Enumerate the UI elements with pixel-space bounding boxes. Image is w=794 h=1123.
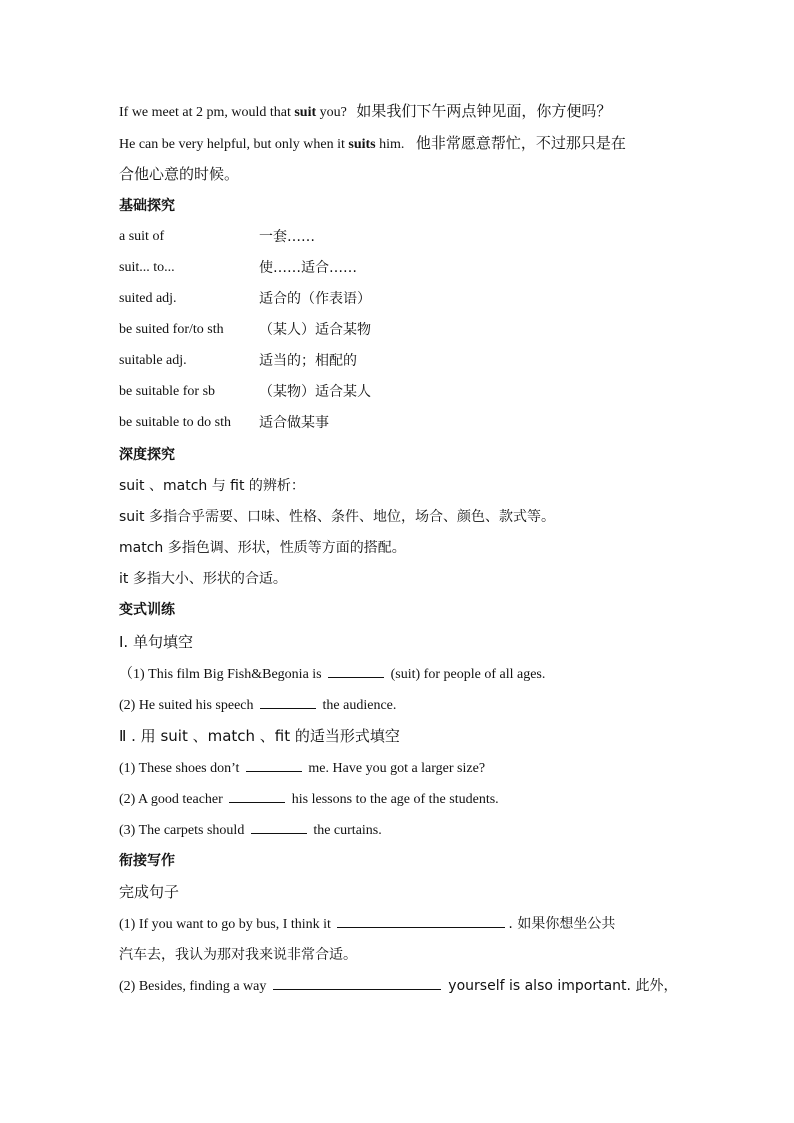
- example-sentence-1: [119, 101, 611, 123]
- writing-2-pre: (2) Besides, finding a way: [119, 979, 270, 994]
- question-5: [119, 820, 382, 841]
- question-3-post: me. Have you got a larger size?: [304, 761, 486, 776]
- part1-title: I. 单句填空: [119, 633, 193, 651]
- basic-meaning: （某物）适合某人: [259, 384, 371, 400]
- writing-heading: 衔接写作: [119, 853, 175, 869]
- basic-term: be suited for/to sth: [119, 322, 224, 337]
- question-4: [119, 789, 499, 810]
- basic-heading: 基础探究: [119, 198, 175, 214]
- basic-item: [119, 227, 164, 247]
- writing-2-post: yourself is also important. 此外，: [443, 978, 678, 994]
- answer-blank[interactable]: [251, 820, 307, 834]
- basic-item: [119, 382, 215, 402]
- question-3: [119, 758, 485, 779]
- example-1-text-post: you?: [316, 105, 347, 120]
- answer-blank[interactable]: [328, 664, 384, 678]
- example-2-translation-cont: 合他心意的时候。: [119, 165, 240, 183]
- basic-meaning: 适合的（作表语）: [259, 291, 371, 307]
- question-2-post: the audience.: [319, 698, 397, 713]
- basic-meaning: 一套……: [259, 229, 315, 245]
- basic-term: suitable adj.: [119, 353, 187, 368]
- basic-item: [119, 413, 231, 433]
- example-sentence-2: [119, 133, 626, 155]
- basic-term: suit... to...: [119, 260, 175, 275]
- example-2-keyword: suits: [348, 137, 376, 152]
- basic-meaning: （某人）适合某物: [259, 322, 371, 338]
- answer-blank[interactable]: [260, 695, 316, 709]
- question-2-pre: (2) He suited his speech: [119, 698, 258, 713]
- writing-item-2: [119, 976, 677, 997]
- deep-line-fit: it 多指大小、形状的合适。: [119, 571, 287, 587]
- deep-line-suit: suit 多指合乎需要、口味、性格、条件、地位，场合、颜色、款式等。: [119, 509, 555, 525]
- basic-term: be suitable for sb: [119, 384, 216, 399]
- part2-title: Ⅱ . 用 suit 、match 、fit 的适当形式填空: [119, 727, 400, 745]
- question-5-pre: (3) The carpets should: [119, 823, 248, 838]
- question-3-pre: (1) These shoes don’t: [119, 761, 243, 776]
- question-1-post: (suit) for people of all ages.: [387, 667, 546, 682]
- basic-meaning: 使……适合……: [259, 260, 357, 276]
- example-2-text-post: him.: [375, 137, 405, 152]
- training-heading: 变式训练: [119, 602, 175, 618]
- basic-item: [119, 320, 224, 340]
- example-1-translation: 如果我们下午两点钟见面，你方便吗？: [356, 102, 612, 120]
- basic-item: [119, 289, 177, 309]
- question-4-pre: (2) A good teacher: [119, 792, 227, 807]
- question-2: [119, 695, 396, 716]
- question-5-post: the curtains.: [309, 823, 382, 838]
- example-2-text-pre: He can be very helpful, but only when it: [119, 137, 349, 152]
- answer-blank[interactable]: [229, 789, 285, 803]
- basic-meaning: 适合做某事: [259, 415, 329, 431]
- deep-line-comparison: suit 、match 与 fit 的辨析：: [119, 478, 305, 494]
- question-1-pre: （1) This film Big Fish&Begonia is: [119, 667, 326, 682]
- answer-blank[interactable]: [273, 976, 441, 990]
- basic-term: a suit of: [119, 229, 165, 244]
- example-1-keyword: suit: [294, 105, 317, 120]
- question-4-post: his lessons to the age of the students.: [288, 792, 499, 807]
- writing-item-1: [119, 914, 615, 935]
- example-1-text-pre: If we meet at 2 pm, would that: [119, 105, 295, 120]
- writing-1-post: . 如果你想坐公共: [508, 916, 616, 932]
- writing-1-pre: (1) If you want to go by bus, I think it: [119, 917, 335, 932]
- deep-line-match: match 多指色调、形状，性质等方面的搭配。: [119, 540, 406, 556]
- basic-item: [119, 351, 187, 371]
- writing-subtitle: 完成句子: [119, 883, 180, 901]
- basic-item: [119, 258, 175, 278]
- example-2-translation: 他非常愿意帮忙，不过那只是在: [415, 134, 626, 152]
- answer-blank[interactable]: [337, 914, 505, 928]
- basic-term: be suitable to do sth: [119, 415, 231, 430]
- writing-1-cont: 汽车去，我认为那对我来说非常合适。: [119, 947, 357, 963]
- basic-meaning: 适当的；相配的: [259, 353, 357, 369]
- answer-blank[interactable]: [246, 758, 302, 772]
- deep-heading: 深度探究: [119, 447, 175, 463]
- question-1: [119, 664, 545, 685]
- basic-term: suited adj.: [119, 291, 177, 306]
